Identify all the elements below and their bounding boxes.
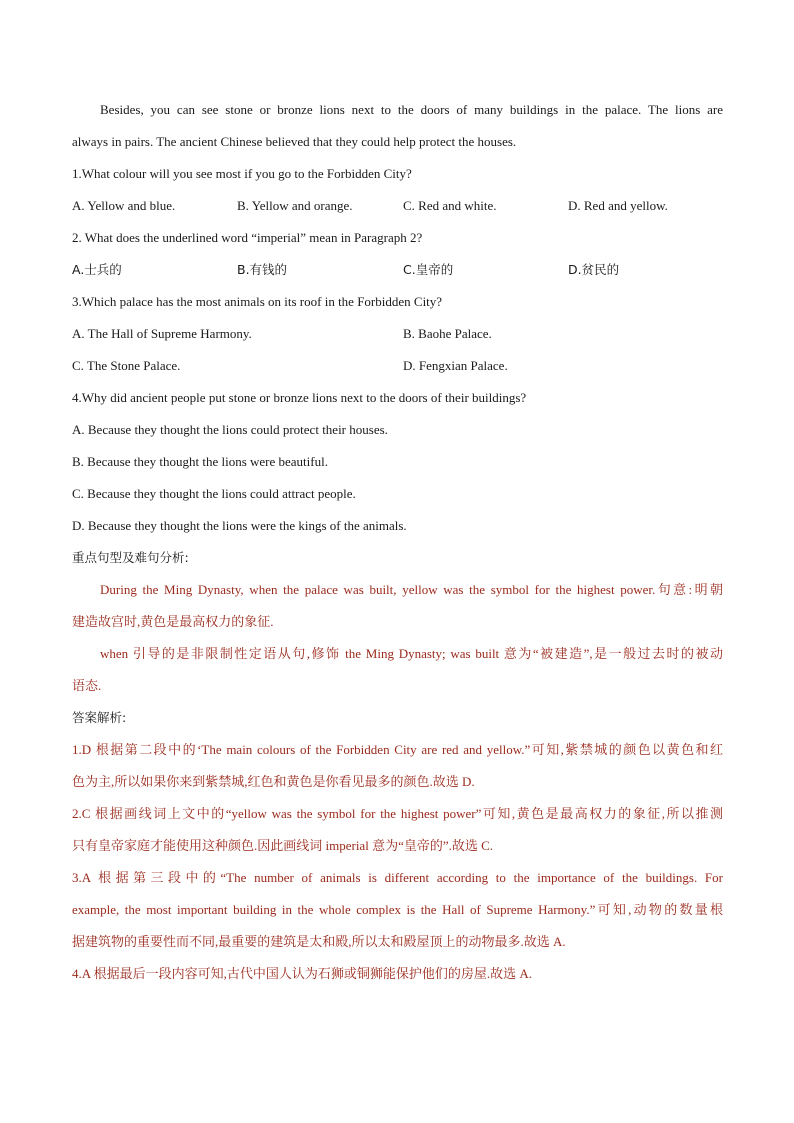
option-b: B. Because they thought the lions were beautiful.: [72, 454, 328, 469]
question-3-options-row2: [72, 350, 723, 382]
option-c: C.皇帝的: [403, 262, 454, 277]
option-b: B.有钱的: [237, 262, 288, 277]
answer-text: 只有皇帝家庭才能使用这种颜色.因此画线词 imperial 意为“皇帝的”.故选 C.: [72, 838, 494, 853]
option-c: C. Red and white.: [403, 198, 497, 213]
analysis-text: when 引导的是非限制性定语从句,修饰 the Ming Dynasty; was built 意为“被建造”,是一般过去时的被动: [100, 646, 723, 661]
question-4-stem: 4.Why did ancient people put stone or bronze lions next to the doors of their buildings?: [72, 390, 527, 405]
analysis-text: During the Ming Dynasty, when the palace was built, yellow was the symbol for the highest power.句意:明朝: [100, 582, 723, 597]
option-a: A.士兵的: [72, 262, 122, 277]
question-1-options: [72, 190, 723, 222]
document-page: [72, 94, 723, 990]
question-3-options-row1: [72, 318, 723, 350]
analysis-text: 建造故宫时,黄色是最高权力的象征.: [72, 614, 274, 629]
option-b: B. Yellow and orange.: [237, 198, 353, 213]
analysis-heading: 重点句型及难句分析:: [72, 550, 189, 565]
option-b: B. Baohe Palace.: [403, 326, 492, 341]
answers-heading: 答案解析:: [72, 710, 127, 725]
passage-line: always in pairs. The ancient Chinese believed that they could help protect the houses.: [72, 134, 517, 149]
option-a: A. Yellow and blue.: [72, 198, 176, 213]
question-2-options: [72, 254, 723, 286]
question-1-stem: 1.What colour will you see most if you go to the Forbidden City?: [72, 166, 412, 181]
option-d: D. Fengxian Palace.: [403, 358, 508, 373]
answer-text: 据建筑物的重要性而不同,最重要的建筑是太和殿,所以太和殿屋顶上的动物最多.故选 A.: [72, 934, 566, 949]
answer-text: 色为主,所以如果你来到紫禁城,红色和黄色是你看见最多的颜色.故选 D.: [72, 774, 475, 789]
passage-line: Besides, you can see stone or bronze lions next to the doors of many buildings in the palace. The lions are: [100, 102, 723, 117]
option-c: C. Because they thought the lions could attract people.: [72, 486, 356, 501]
option-d: D.贫民的: [568, 262, 620, 277]
analysis-text: 语态.: [72, 678, 102, 693]
answer-text: 4.A 根据最后一段内容可知,古代中国人认为石狮或铜狮能保护他们的房屋.故选 A.: [72, 966, 533, 981]
answer-text: 1.D 根据第二段中的‘The main colours of the Forbidden City are red and yellow.”可知,紫禁城的颜色以黄色和红: [72, 742, 723, 757]
option-c: C. The Stone Palace.: [72, 358, 181, 373]
option-d: D. Because they thought the lions were the kings of the animals.: [72, 518, 407, 533]
answer-text: 2.C 根据画线词上文中的“yellow was the symbol for the highest power”可知,黄色是最高权力的象征,所以推测: [72, 806, 723, 821]
option-d: D. Red and yellow.: [568, 198, 668, 213]
option-a: A. The Hall of Supreme Harmony.: [72, 326, 252, 341]
answer-text: 3.A 根据第三段中的“The number of animals is different according to the importance of the buildings. For: [72, 870, 723, 885]
question-2-stem: 2. What does the underlined word “imperial” mean in Paragraph 2?: [72, 230, 423, 245]
question-3-stem: 3.Which palace has the most animals on its roof in the Forbidden City?: [72, 294, 443, 309]
option-a: A. Because they thought the lions could protect their houses.: [72, 422, 388, 437]
answer-text: example, the most important building in the whole complex is the Hall of Supreme Harmony.”可知,动物的数量根: [72, 902, 723, 917]
